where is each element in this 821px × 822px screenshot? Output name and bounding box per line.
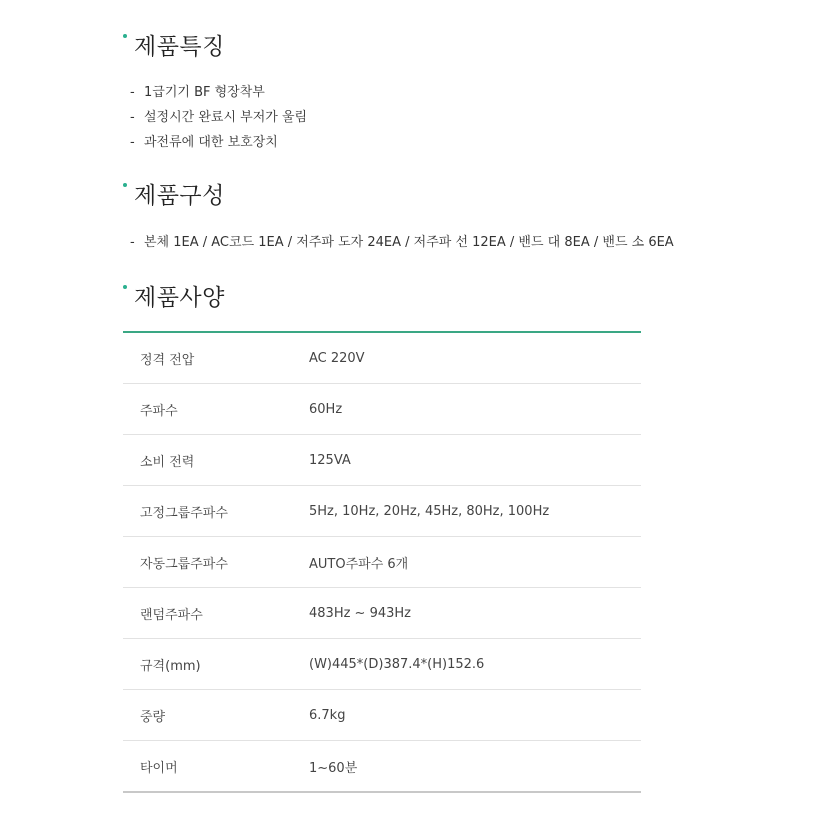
spec-label: 규격(mm) [123,639,309,690]
specs-title: 제품사양 [134,285,225,311]
spec-label: 소비 전력 [123,435,309,486]
spec-value: 1~60분 [309,760,358,776]
list-item [130,130,307,155]
spec-label: 자동그룹주파수 [123,537,309,588]
table-row [123,690,641,741]
list-item [130,230,674,255]
list-bullet: - [130,135,135,150]
spec-label: 고정그룹주파수 [123,486,309,537]
spec-value: (W)445*(D)387.4*(H)152.6 [309,639,641,690]
composition-list [130,230,674,255]
list-bullet: - [130,85,135,100]
table-row [123,639,641,690]
spec-label: 타이머 [140,760,178,776]
list-item-text: 본체 1EA / AC코드 1EA / 저주파 도자 24EA / 저주파 선 12EA / 밴드 대 8EA / 밴드 소 6EA [144,235,674,250]
list-bullet: - [130,110,135,125]
spec-label: 주파수 [123,384,309,435]
list-bullet: - [130,235,135,250]
table-row [123,537,641,588]
table-row [123,384,641,435]
spec-label: 중량 [123,690,309,741]
composition-title: 제품구성 [134,183,225,209]
spec-value: 6.7kg [309,690,641,741]
list-item-text: 1급기기 BF 형장착부 [144,85,265,100]
table-row [123,486,641,537]
table-row [123,588,641,639]
spec-value: AUTO주파수 6개 [309,537,641,588]
features-title: 제품특징 [134,34,225,60]
list-item [130,80,307,105]
composition-title-dot [123,183,127,187]
spec-value: 60Hz [309,384,641,435]
table-row [123,435,641,486]
list-item-text: 과전류에 대한 보호장치 [144,135,278,150]
spec-value: AC 220V [309,332,641,384]
spec-value: 483Hz ~ 943Hz [309,588,641,639]
features-list [130,80,307,155]
spec-label: 정격 전압 [123,332,309,384]
specs-title-dot [123,285,127,289]
spec-value: 5Hz, 10Hz, 20Hz, 45Hz, 80Hz, 100Hz [309,486,641,537]
features-title-dot [123,34,127,38]
spec-label: 랜덤주파수 [123,588,309,639]
table-row [123,741,641,793]
list-item [130,105,307,130]
list-item-text: 설정시간 완료시 부저가 울림 [144,110,308,125]
table-row [123,332,641,384]
spec-table [123,331,641,793]
spec-value: 125VA [309,435,641,486]
